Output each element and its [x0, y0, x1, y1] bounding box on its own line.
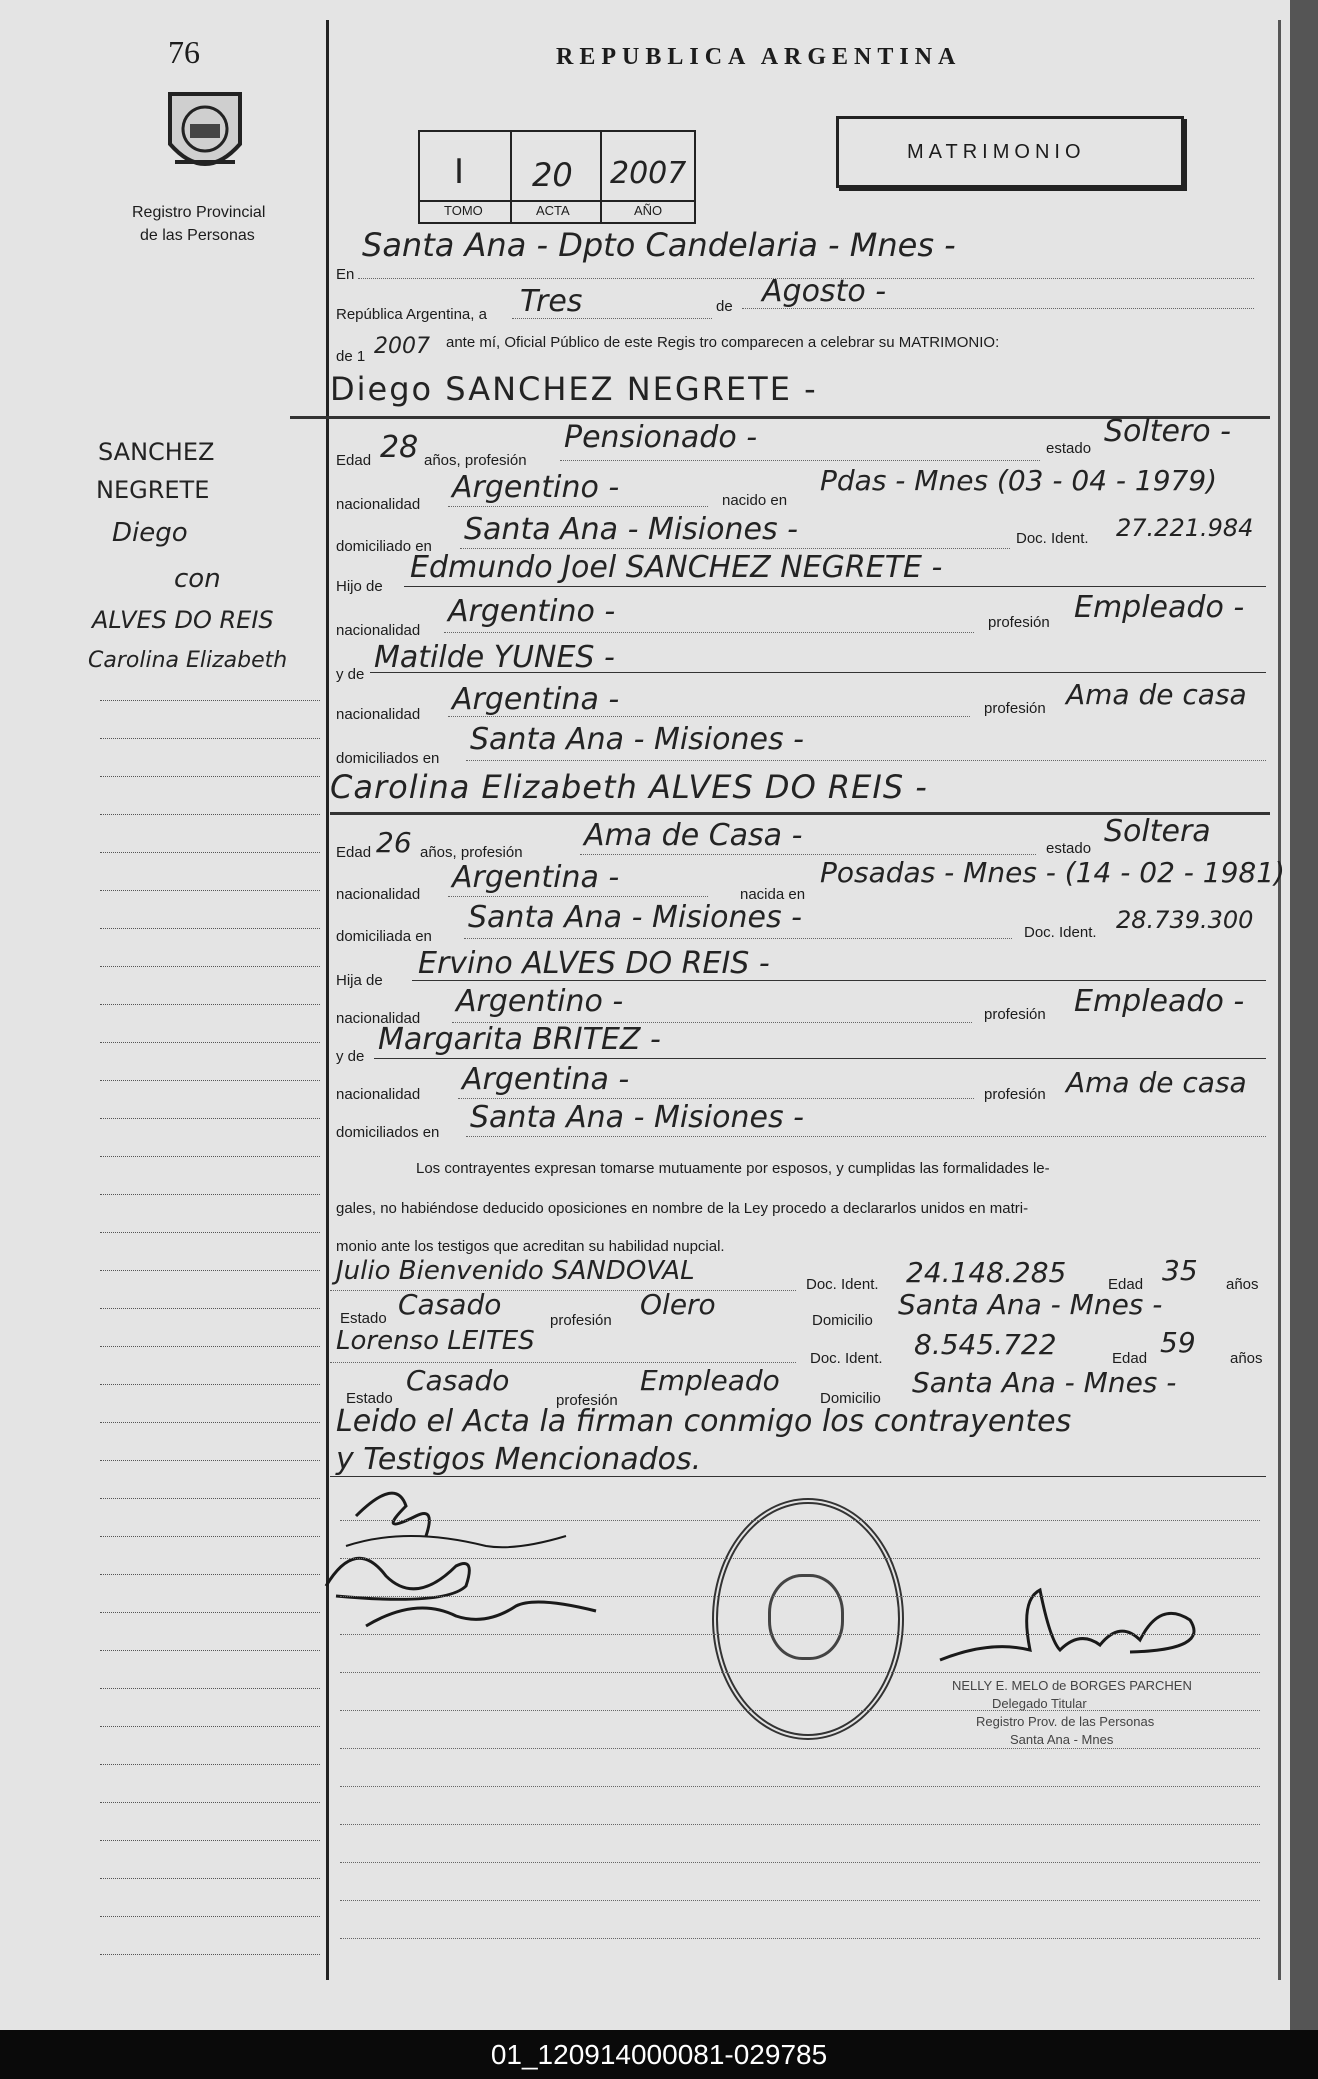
- margin-ruled-line: [100, 1384, 320, 1385]
- bride-parents-address-label: domiciliados en: [336, 1124, 440, 1141]
- bride-age-label: Edad: [336, 844, 372, 861]
- body-ruled-line: [340, 1862, 1260, 1863]
- bride-age: 26: [376, 826, 412, 859]
- bride-mother-label: y de: [336, 1048, 365, 1065]
- declaration-line2: gales, no habiéndose deducido oposiciones en nombre de la Ley procedo a declararlos unidos en matri-: [336, 1200, 1029, 1217]
- margin-ruled-line: [100, 1650, 320, 1651]
- margin-ruled-line: [100, 1042, 320, 1043]
- witness1-address: Santa Ana - Mnes -: [898, 1288, 1163, 1321]
- tomo-label: TOMO: [444, 203, 483, 218]
- witness1-status: Casado: [398, 1288, 502, 1321]
- bride-profession: Ama de Casa -: [584, 818, 803, 853]
- margin-ruled-line: [100, 1574, 320, 1575]
- bride-mother-profession: Ama de casa: [1066, 1066, 1247, 1099]
- intro-text: ante mí, Oficial Público de este Regis tro comparecen a celebrar su MATRIMONIO:: [446, 334, 1000, 351]
- witness1-address-label: Domicilio: [812, 1312, 873, 1329]
- closing-line2: y Testigos Mencionados.: [336, 1442, 702, 1477]
- bride-full-name: Carolina Elizabeth ALVES DO REIS -: [330, 768, 928, 806]
- bride-father-profession-label: profesión: [984, 1006, 1046, 1023]
- margin-ruled-line: [100, 1422, 320, 1423]
- witness2-doc: 8.545.722: [914, 1328, 1057, 1361]
- margin-ruled-line: [100, 1954, 320, 1955]
- groom-parents-address: Santa Ana - Misiones -: [470, 722, 804, 757]
- act-type-box: [836, 116, 1184, 188]
- de-label: de: [716, 298, 733, 315]
- witness1-name: Julio Bienvenido SANDOVAL: [336, 1256, 695, 1286]
- margin-ruled-line: [100, 1536, 320, 1537]
- witness2-address-label: Domicilio: [820, 1390, 881, 1407]
- bride-nationality-label: nacionalidad: [336, 886, 421, 903]
- groom-age-label: Edad: [336, 452, 372, 469]
- margin-ruled-line: [100, 1878, 320, 1879]
- groom-age: 28: [380, 430, 419, 465]
- bride-doc-id: 28.739.300: [1116, 906, 1254, 934]
- groom-address-label: domiciliado en: [336, 538, 432, 555]
- contracting-parties-signatures: [316, 1476, 616, 1646]
- margin-ruled-line: [100, 738, 320, 739]
- witness1-years-label: años: [1226, 1276, 1259, 1293]
- official-title3: Santa Ana - Mnes: [1010, 1732, 1114, 1747]
- witness2-doc-label: Doc. Ident.: [810, 1350, 883, 1367]
- witness2-status: Casado: [406, 1364, 510, 1397]
- bride-doc-label: Doc. Ident.: [1024, 924, 1097, 941]
- declaration-line3: monio ante los testigos que acreditan su habilidad nupcial.: [336, 1238, 725, 1255]
- bride-address-label: domiciliada en: [336, 928, 432, 945]
- margin-surname2: NEGRETE: [96, 476, 210, 504]
- official-signature: [930, 1580, 1220, 1680]
- groom-father-profession-label: profesión: [988, 614, 1050, 631]
- margin-ruled-line: [100, 1194, 320, 1195]
- witness2-age-label: Edad: [1112, 1350, 1148, 1367]
- groom-father-profession: Empleado -: [1074, 590, 1245, 625]
- margin-surname1: SANCHEZ: [98, 438, 215, 466]
- witness2-profession-label: profesión: [556, 1392, 618, 1409]
- bride-mother: Margarita BRITEZ -: [378, 1022, 661, 1057]
- registry-name-line2: de las Personas: [140, 227, 255, 244]
- witness1-doc: 24.148.285: [906, 1256, 1067, 1289]
- body-ruled-line: [340, 1710, 1260, 1711]
- official-name: NELLY E. MELO de BORGES PARCHEN: [952, 1678, 1192, 1693]
- witness1-doc-label: Doc. Ident.: [806, 1276, 879, 1293]
- margin-ruled-line: [100, 700, 320, 701]
- declaration-line1: Los contrayentes expresan tomarse mutuamente por esposos, y cumplidas las formalidades le-: [416, 1160, 1050, 1177]
- body-ruled-line: [340, 1558, 1260, 1559]
- bride-mother-nationality-label: nacionalidad: [336, 1086, 421, 1103]
- bride-mother-profession-label: profesión: [984, 1086, 1046, 1103]
- month-value: Agosto -: [762, 274, 887, 309]
- margin-con: con: [174, 564, 221, 594]
- official-title1: Delegado Titular: [992, 1696, 1087, 1711]
- witness1-profession: Olero: [640, 1288, 716, 1321]
- tomo-value: I: [454, 152, 465, 192]
- year-value: 2007: [374, 334, 430, 359]
- groom-parents-address-label: domiciliados en: [336, 750, 440, 767]
- margin-ruled-line: [100, 1726, 320, 1727]
- groom-born-in: Pdas - Mnes (03 - 04 - 1979): [820, 464, 1218, 497]
- bride-mother-nationality: Argentina -: [462, 1062, 630, 1097]
- page-number: 76: [168, 34, 200, 70]
- groom-mother-nationality-label: nacionalidad: [336, 706, 421, 723]
- groom-father-nationality-label: nacionalidad: [336, 622, 421, 639]
- margin-ruled-line: [100, 776, 320, 777]
- witness2-years-label: años: [1230, 1350, 1263, 1367]
- bride-address: Santa Ana - Misiones -: [468, 900, 802, 935]
- bride-born-label: nacida en: [740, 886, 806, 903]
- margin-ruled-line: [100, 1688, 320, 1689]
- groom-doc-id: 27.221.984: [1116, 514, 1254, 542]
- groom-profession-label: años, profesión: [424, 452, 527, 469]
- bride-status-label: estado: [1046, 840, 1092, 857]
- body-ruled-line: [340, 1634, 1260, 1635]
- acta-value: 20: [532, 156, 573, 194]
- record-reference-box: [418, 130, 696, 224]
- acta-label: ACTA: [536, 203, 570, 218]
- margin-ruled-line: [100, 1156, 320, 1157]
- margin-ruled-line: [100, 1764, 320, 1765]
- groom-address: Santa Ana - Misiones -: [464, 512, 798, 547]
- bride-nationality: Argentina -: [452, 860, 620, 895]
- margin-ruled-line: [100, 1460, 320, 1461]
- margin-ruled-line: [100, 1346, 320, 1347]
- margin-given-name: Diego: [112, 518, 188, 548]
- margin-ruled-line: [100, 1270, 320, 1271]
- margin-ruled-line: [100, 1612, 320, 1613]
- body-ruled-line: [340, 1938, 1260, 1939]
- bride-father-label: Hija de: [336, 972, 383, 989]
- margin-ruled-line: [100, 1498, 320, 1499]
- margin-ruled-line: [100, 1118, 320, 1119]
- republica-label: República Argentina, a: [336, 306, 487, 323]
- body-ruled-line: [340, 1596, 1260, 1597]
- body-ruled-line: [340, 1824, 1260, 1825]
- margin-ruled-line: [100, 1840, 320, 1841]
- witness2-status-label: Estado: [346, 1390, 393, 1407]
- bride-profession-label: años, profesión: [420, 844, 523, 861]
- witness2-age: 59: [1160, 1326, 1196, 1359]
- groom-mother: Matilde YUNES -: [374, 640, 615, 675]
- witness2-name: Lorenso LEITES: [336, 1326, 535, 1356]
- bride-civil-status: Soltera: [1104, 814, 1211, 849]
- witness1-age-label: Edad: [1108, 1276, 1144, 1293]
- ano-label: AÑO: [634, 203, 663, 218]
- groom-profession: Pensionado -: [564, 420, 758, 455]
- closing-line1: Leido el Acta la firman conmigo los contrayentes: [336, 1404, 1072, 1439]
- body-ruled-line: [340, 1672, 1260, 1673]
- margin-bride-surname: ALVES DO REIS: [92, 606, 274, 634]
- body-ruled-line: [340, 1748, 1260, 1749]
- groom-father: Edmundo Joel SANCHEZ NEGRETE -: [410, 550, 943, 585]
- place-value: Santa Ana - Dpto Candelaria - Mnes -: [362, 226, 956, 264]
- body-ruled-line: [340, 1520, 1260, 1521]
- year-prefix: de 1: [336, 348, 366, 365]
- margin-ruled-line: [100, 966, 320, 967]
- margin-ruled-line: [100, 890, 320, 891]
- margin-ruled-line: [100, 1916, 320, 1917]
- bride-father-profession: Empleado -: [1074, 984, 1245, 1019]
- groom-father-nationality: Argentino -: [448, 594, 616, 629]
- bride-father-nationality: Argentino -: [456, 984, 624, 1019]
- margin-divider: [326, 20, 329, 1980]
- bride-born-in: Posadas - Mnes - (14 - 02 - 1981): [820, 856, 1285, 889]
- groom-civil-status: Soltero -: [1104, 414, 1232, 449]
- witness2-address: Santa Ana - Mnes -: [912, 1366, 1177, 1399]
- groom-mother-profession: Ama de casa: [1066, 678, 1247, 711]
- country-title: REPUBLICA ARGENTINA: [556, 44, 962, 70]
- day-value: Tres: [520, 284, 583, 319]
- margin-ruled-line: [100, 1080, 320, 1081]
- margin-bride-given-name: Carolina Elizabeth: [88, 648, 288, 673]
- act-type-label: MATRIMONIO: [907, 141, 1086, 163]
- margin-ruled-line: [100, 1004, 320, 1005]
- groom-mother-nationality: Argentina -: [452, 682, 620, 717]
- groom-father-label: Hijo de: [336, 578, 383, 595]
- witness1-status-label: Estado: [340, 1310, 387, 1327]
- book-edge: [1290, 0, 1318, 2030]
- bride-father-nationality-label: nacionalidad: [336, 1010, 421, 1027]
- groom-nationality-label: nacionalidad: [336, 496, 421, 513]
- bride-father: Ervino ALVES DO REIS -: [418, 946, 770, 981]
- ano-value: 2007: [610, 156, 687, 191]
- witness1-age: 35: [1162, 1254, 1198, 1287]
- en-label: En: [336, 266, 355, 283]
- right-border: [1278, 20, 1281, 1980]
- margin-ruled-line: [100, 814, 320, 815]
- margin-ruled-line: [100, 1308, 320, 1309]
- margin-ruled-line: [100, 852, 320, 853]
- witness1-profession-label: profesión: [550, 1312, 612, 1329]
- official-seal-stamp: [712, 1498, 904, 1740]
- body-ruled-line: [340, 1900, 1260, 1901]
- groom-born-label: nacido en: [722, 492, 788, 509]
- official-title2: Registro Prov. de las Personas: [976, 1714, 1155, 1729]
- groom-nationality: Argentino -: [452, 470, 620, 505]
- groom-status-label: estado: [1046, 440, 1092, 457]
- bride-parents-address: Santa Ana - Misiones -: [470, 1100, 804, 1135]
- groom-mother-profession-label: profesión: [984, 700, 1046, 717]
- margin-ruled-line: [100, 928, 320, 929]
- groom-mother-label: y de: [336, 666, 365, 683]
- groom-doc-label: Doc. Ident.: [1016, 530, 1089, 547]
- body-ruled-line: [340, 1786, 1260, 1787]
- document-id-footer: 01_120914000081-029785: [0, 2030, 1318, 2079]
- provincia-misiones-seal-icon: [160, 84, 250, 184]
- seal-emblem-icon: [768, 1574, 844, 1660]
- groom-full-name: Diego SANCHEZ NEGRETE -: [330, 370, 818, 408]
- witness2-profession: Empleado: [640, 1364, 780, 1397]
- margin-ruled-line: [100, 1232, 320, 1233]
- registry-name-line1: Registro Provincial: [132, 204, 266, 221]
- margin-ruled-line: [100, 1802, 320, 1803]
